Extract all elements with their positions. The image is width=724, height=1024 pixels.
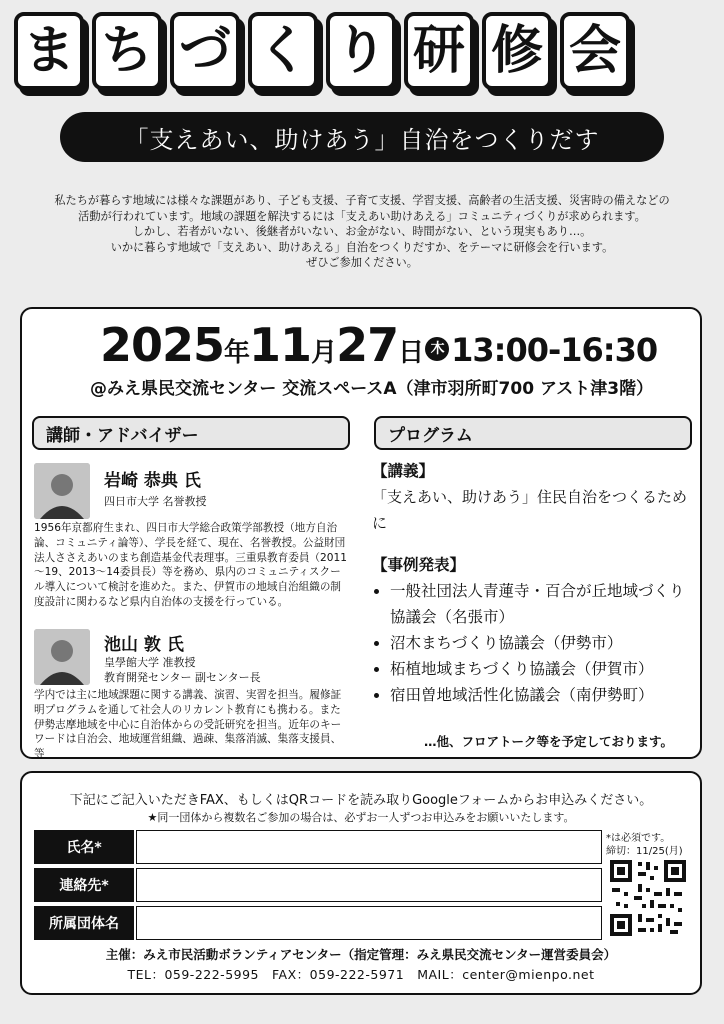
event-title — [14, 12, 710, 104]
title-char: ま — [14, 12, 84, 90]
list-item: • 宿田曽地域活性化協議会（南伊勢町） — [390, 682, 692, 708]
contact-field[interactable] — [136, 868, 602, 902]
qr-code-icon — [608, 858, 688, 938]
month-unit: 月 — [311, 338, 337, 368]
intro-line: いかに暮らす地域で「支えあい、助けあえる」自治をつくりだすか、をテーマに研修会を行います。 — [110, 240, 614, 254]
field-label: 所属団体名 — [34, 906, 134, 940]
form-row-contact — [34, 868, 602, 902]
lecture-title: 「支えあい、助けあう」住民自治をつくるために — [372, 488, 688, 532]
list-item: • 一般社団法人青蓮寺・百合が丘地域づくり協議会（名張市） — [390, 578, 692, 630]
organization-field[interactable] — [136, 906, 602, 940]
cases-label: 【事例発表】 — [372, 556, 466, 574]
title-char: く — [248, 12, 318, 90]
speaker-bio: 1956年京都府生まれ、四日市大学総合政策学部教授（地方自治論、コミュニティ論等）、学長を経て、現在、名誉教授。公益財団法人ささえあいのまち創造基金代表理事。三重県教育委員（2011～19、2013～14委員長）等を務め、県内のコミュニティスクール導入について検討を進めた。また、伊賀市の地域自治組織の制度設計に関わるなど県内自治体の支援を行っている。 — [34, 522, 347, 608]
name-field[interactable] — [136, 830, 602, 864]
speaker-affiliation: 皇學館大学 准教授 — [104, 656, 196, 669]
case-list — [372, 578, 692, 708]
title-char: ち — [92, 12, 162, 90]
day: 27 — [336, 318, 399, 372]
required-note: *は必須です。 — [606, 833, 671, 844]
speaker-affiliation: 教育開発センター 副センター長 — [104, 671, 261, 684]
year: 2025 — [100, 318, 225, 372]
title-char: 会 — [560, 12, 630, 90]
title-char: づ — [170, 12, 240, 90]
event-date — [100, 318, 657, 372]
event-time: 13:00-16:30 — [451, 331, 658, 369]
program-note: …他、フロアトーク等を予定しております。 — [424, 734, 674, 749]
intro-line: しかし、若者がいない、後継者がいない、お金がない、時間がない、という現実もあり…。 — [132, 225, 592, 238]
program-content — [372, 458, 692, 708]
lecture-label: 【講義】 — [372, 462, 435, 480]
intro-line: ぜひご参加ください。 — [306, 256, 418, 269]
list-item: • 沼木まちづくり協議会（伊勢市） — [390, 630, 692, 656]
subtitle-banner: 「支えあい、助けあう」自治をつくりだす — [60, 112, 664, 162]
speaker-name: 岩崎 恭典 氏 — [104, 471, 201, 491]
month: 11 — [249, 318, 312, 372]
form-note: ★同一団体から複数名ご参加の場合は、必ずお一人ずつお申込みをお願いいたします。 — [147, 811, 575, 824]
qr-code[interactable] — [608, 858, 688, 938]
intro-line: 私たちが暮らす地域には様々な課題があり、子ども支援、子育て支援、学習支援、高齢者の生活支援、災害時の備えなどの — [54, 194, 670, 207]
contact-info: TEL：059-222-5995 FAX：059-222-5971 MAIL：center@mienpo.net — [127, 967, 595, 982]
speaker-photo — [34, 463, 90, 519]
deadline: 締切：11/25(月) — [606, 846, 683, 857]
title-char: 修 — [482, 12, 552, 90]
title-char: 研 — [404, 12, 474, 90]
year-unit: 年 — [224, 338, 250, 368]
day-unit: 日 — [398, 338, 424, 368]
speaker-bio: 学内では主に地域課題に関する講義、演習、実習を担当。履修証明プログラムを通して社会人のリカレント教育にも携わる。また伊勢志摩地域を中心に自治体からの受託研究を担当。近年のキーワードは自治会、地域運営組織、過疎、集落消滅、集落支援員、等 — [34, 689, 342, 761]
program-heading: プログラム — [374, 416, 692, 450]
intro-line: 活動が行われています。地域の課題を解決するには「支えあい助けあえる」コミュニティづくりが求められます。 — [78, 209, 646, 223]
form-row-name — [34, 830, 602, 864]
speaker-affiliation: 四日市大学 名誉教授 — [104, 495, 207, 508]
event-venue: @みえ県民交流センター 交流スペースA（津市羽所町700 アスト津3階） — [90, 379, 654, 399]
field-label: 連絡先* — [34, 868, 134, 902]
field-label: 氏名* — [34, 830, 134, 864]
title-char: り — [326, 12, 396, 90]
speaker-name: 池山 敦 氏 — [104, 635, 184, 655]
form-row-organization — [34, 906, 602, 940]
list-item: • 柘植地域まちづくり協議会（伊賀市） — [390, 656, 692, 682]
form-instructions: 下記にご記入いただきFAX、もしくはQRコードを読み取りGoogleフォームからお申込みください。 — [69, 793, 653, 808]
intro-text — [20, 193, 704, 271]
weekday-badge: 木 — [425, 337, 449, 361]
speakers-heading: 講師・アドバイザー — [32, 416, 350, 450]
organizer: 主催：みえ市民活動ボランティアセンター（指定管理：みえ県民交流センター運営委員会） — [105, 947, 617, 962]
speaker-photo — [34, 629, 90, 685]
